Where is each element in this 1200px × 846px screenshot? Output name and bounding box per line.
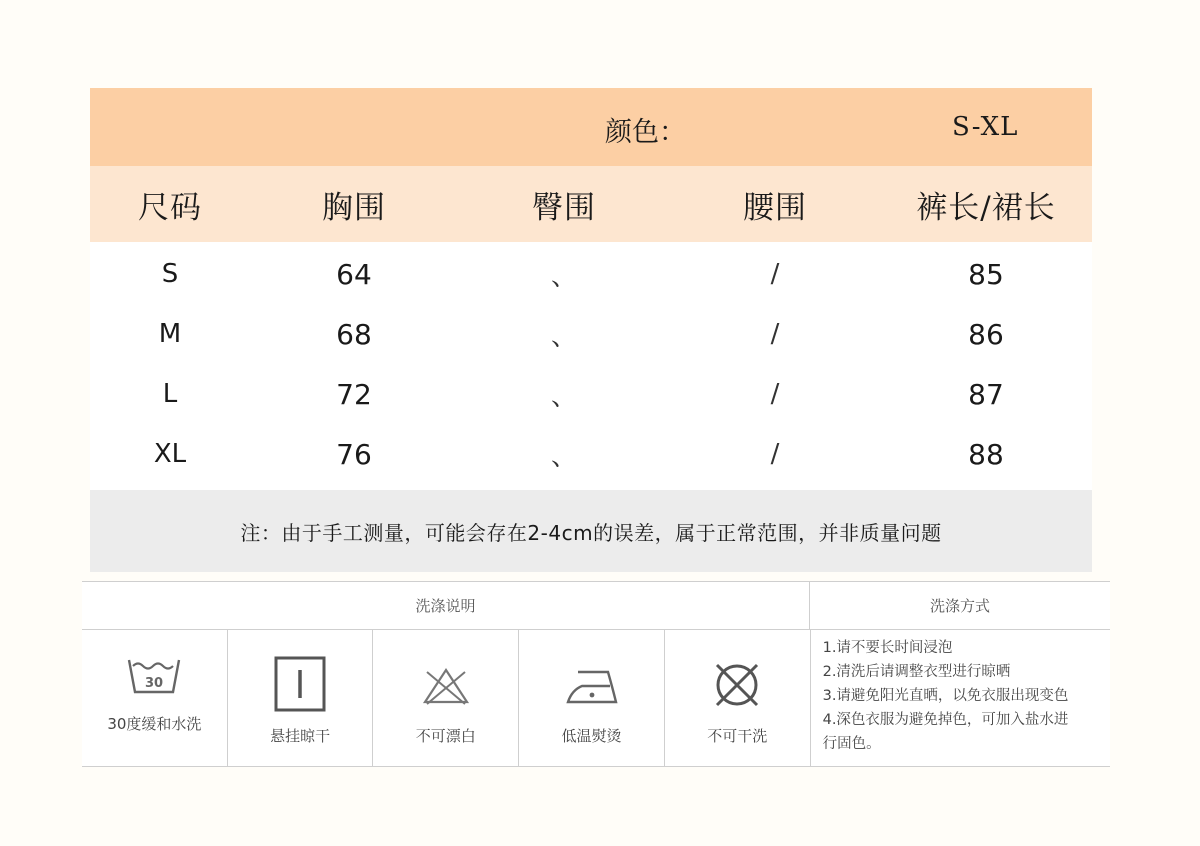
waist-cell: / [770,439,780,469]
care-instructions-title: 洗涤说明 [82,582,810,629]
wash-30-icon [126,652,182,698]
care-icon-cell [82,630,228,766]
care-label: 低温熨烫 [561,727,622,745]
chest-cell: 76 [336,437,372,471]
size-header-row [90,166,1092,242]
length-cell: 85 [968,257,1004,291]
care-icon-cell [519,630,665,766]
waist-cell: / [770,379,780,409]
length-cell: 86 [968,317,1004,351]
color-value: S-XL [952,112,1019,142]
care-table [82,581,1110,767]
care-label: 30度缓和水洗 [107,715,202,733]
care-method-item: 2.清洗后请调整衣型进行晾晒 [822,664,1011,680]
chest-cell: 72 [336,377,372,411]
size-rows [90,242,1092,490]
care-label: 不可干洗 [707,727,768,745]
waist-cell: / [770,259,780,289]
care-label: 悬挂晾干 [270,727,331,745]
care-method-title: 洗涤方式 [929,597,990,615]
wash-temp-text: 30 [145,676,164,691]
table-row [90,244,1092,304]
hang-dry-icon [272,654,328,714]
care-icon-cell [228,630,374,766]
care-method-item: 行固色。 [822,736,881,752]
header-size: 尺码 [138,189,202,226]
table-row [90,424,1092,484]
table-row [90,304,1092,364]
care-icon-cell [373,630,519,766]
color-row [90,88,1092,166]
color-label: 颜色： [605,117,686,148]
measurement-note: 注：由于手工测量，可能会存在2-4cm的误差，属于正常范围，并非质量问题 [90,490,1092,572]
hip-cell: 、 [550,381,577,412]
chest-cell: 64 [336,257,372,291]
hip-cell: 、 [550,441,577,472]
size-cell: M [158,319,182,349]
length-cell: 88 [968,437,1004,471]
size-cell: S [161,259,179,289]
header-chest: 胸围 [322,189,386,226]
care-header-row [82,582,1110,630]
care-method-item: 1.请不要长时间浸泡 [822,640,953,656]
header-hip: 臀围 [532,189,596,226]
care-label: 不可漂白 [415,727,476,745]
care-body-row [82,630,1110,766]
care-icon-cell [665,630,811,766]
low-iron-icon [564,664,620,708]
table-row [90,364,1092,424]
waist-cell: / [770,319,780,349]
size-cell: XL [153,439,187,469]
no-dry-clean-icon [710,660,764,710]
care-method-item: 4.深色衣服为避免掉色，可加入盐水进 [822,712,1069,728]
size-chart-table [90,88,1092,572]
care-method-item: 3.请避免阳光直晒，以免衣服出现变色 [822,688,1069,704]
header-length: 裤长/裙长 [916,189,1056,226]
no-bleach-icon [421,664,471,708]
size-cell: L [162,379,178,409]
hip-cell: 、 [550,261,577,292]
chest-cell: 68 [336,317,372,351]
length-cell: 87 [968,377,1004,411]
care-methods [811,630,1110,766]
header-waist: 腰围 [743,189,807,226]
hip-cell: 、 [550,321,577,352]
